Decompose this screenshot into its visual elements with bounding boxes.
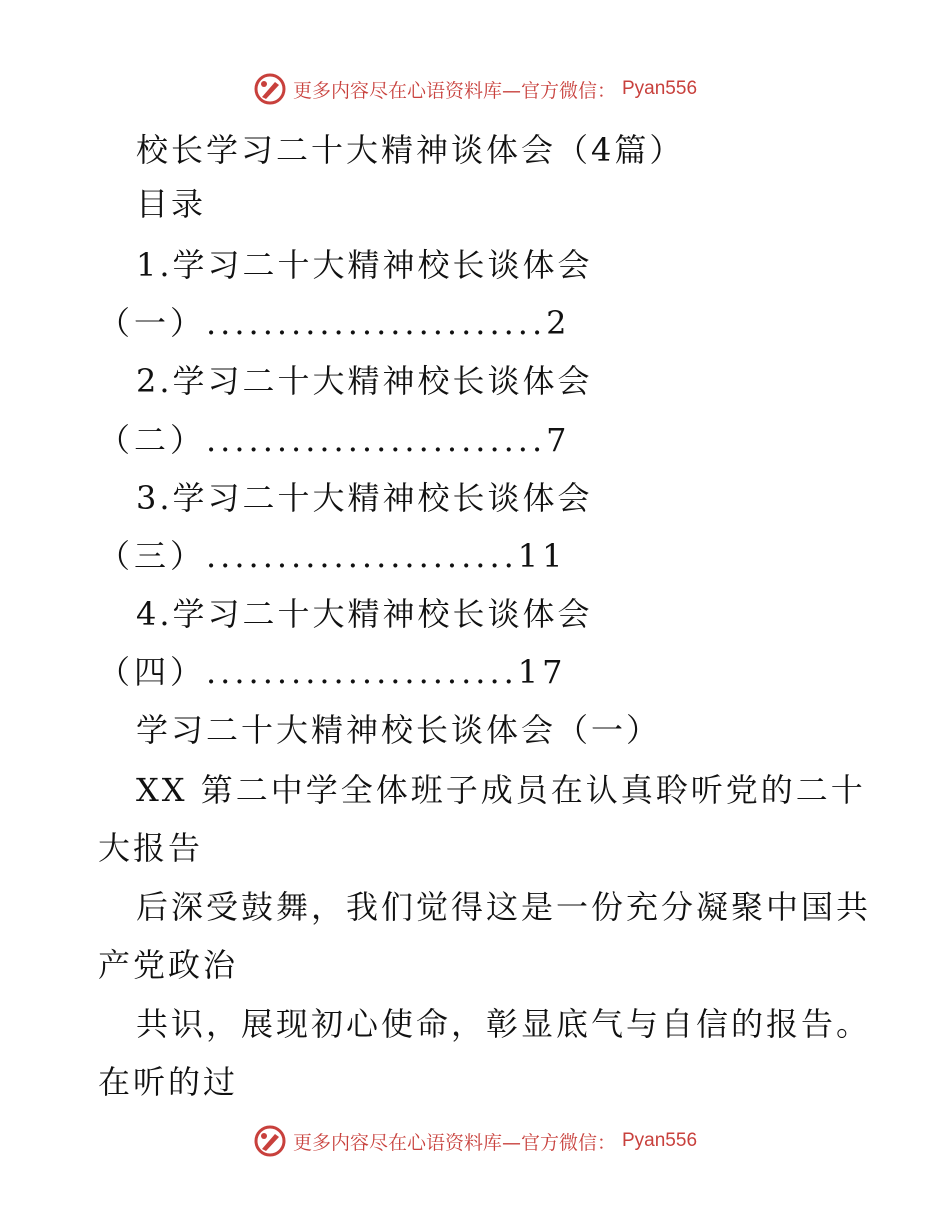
section-title: 学习二十大精神校长谈体会（一） bbox=[136, 711, 662, 749]
toc-item-2-leader: （二）........................7 bbox=[98, 421, 571, 459]
pen-logo-icon bbox=[253, 72, 287, 106]
document-title: 校长学习二十大精神谈体会（4篇） bbox=[136, 131, 685, 169]
paragraph-line: XX 第二中学全体班子成员在认真聆听党的二十 bbox=[136, 771, 866, 809]
toc-item-3-title: 3.学习二十大精神校长谈体会 bbox=[136, 479, 593, 517]
toc-heading: 目录 bbox=[136, 185, 207, 223]
watermark-text: 更多内容尽在心语资料库—官方微信： bbox=[292, 1131, 616, 1154]
toc-item-4-title: 4.学习二十大精神校长谈体会 bbox=[136, 595, 593, 633]
toc-item-2-title: 2.学习二十大精神校长谈体会 bbox=[136, 362, 593, 400]
footer-watermark bbox=[0, 1124, 950, 1158]
toc-item-1-leader: （一）........................2 bbox=[98, 304, 571, 342]
watermark-text: 更多内容尽在心语资料库—官方微信： bbox=[292, 79, 616, 102]
toc-item-4-leader: （四）......................17 bbox=[98, 653, 567, 691]
header-watermark bbox=[0, 72, 950, 106]
paragraph-line: 大报告 bbox=[98, 829, 204, 867]
pen-logo-icon bbox=[253, 1124, 287, 1158]
paragraph-line: 后深受鼓舞，我们觉得这是一份充分凝聚中国共 bbox=[136, 888, 872, 926]
paragraph-line: 在听的过 bbox=[98, 1063, 239, 1101]
toc-item-1-title: 1.学习二十大精神校长谈体会 bbox=[136, 246, 593, 284]
watermark-wechat-id: Pyan556 bbox=[622, 78, 698, 99]
toc-item-3-leader: （三）......................11 bbox=[98, 537, 567, 575]
watermark-wechat-id: Pyan556 bbox=[622, 1130, 698, 1151]
paragraph-line: 共识，展现初心使命，彰显底气与自信的报告。 bbox=[136, 1005, 872, 1043]
paragraph-line: 产党政治 bbox=[98, 946, 239, 984]
